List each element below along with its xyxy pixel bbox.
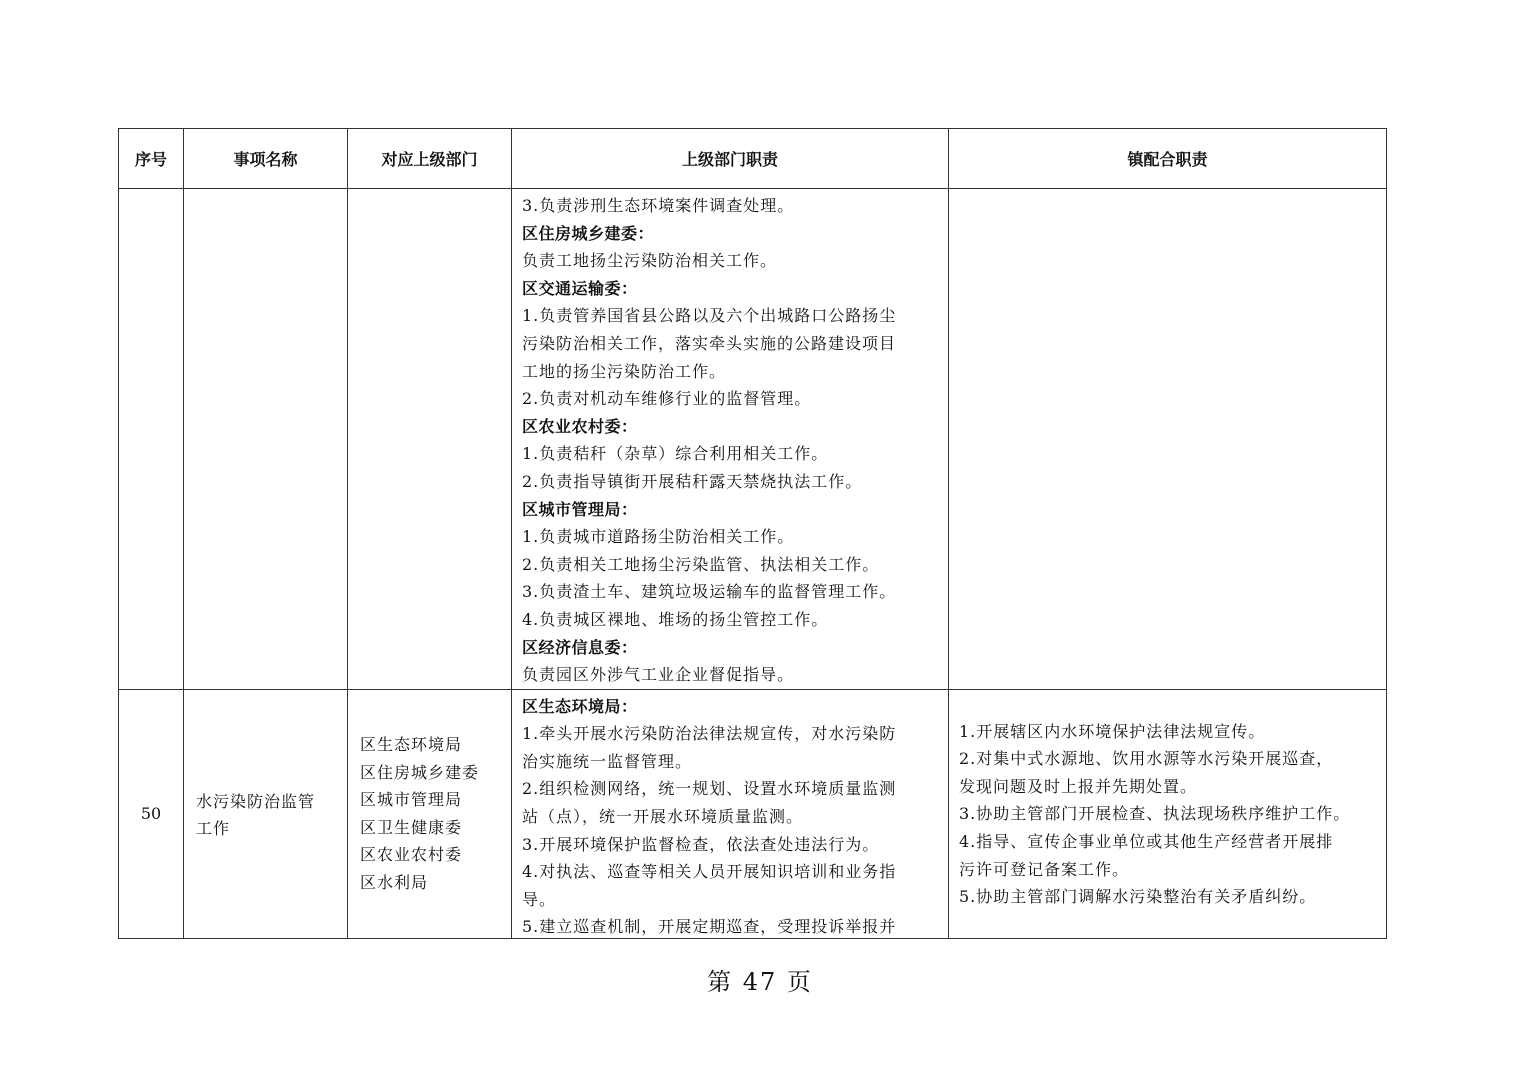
duty-line: 3.负责渣土车、建筑垃圾运输车的监督管理工作。 (522, 582, 897, 602)
duty-table (118, 128, 1387, 939)
header-seq: 序号 (119, 129, 184, 189)
duty-line: 1.负责城市道路扬尘防治相关工作。 (522, 527, 795, 547)
item-name-line: 水污染防治监管 (196, 791, 316, 811)
town-duty-cell (949, 189, 1387, 690)
duty-line: 2.组织检测网络，统一规划、设置水环境质量监测 (522, 779, 897, 799)
superior-duty-cell (512, 189, 949, 690)
dept-line: 区住房城乡建委 (360, 762, 480, 782)
dept-line: 区卫生健康委 (360, 817, 463, 837)
dept-heading: 区经济信息委： (522, 637, 638, 657)
header-row (119, 129, 1387, 189)
duty-line: 发现问题及时上报并先期处置。 (959, 776, 1198, 796)
duty-line: 1.开展辖区内水环境保护法律法规宣传。 (959, 721, 1266, 741)
duty-line: 1.负责管养国省县公路以及六个出城路口公路扬尘 (522, 306, 897, 326)
page-number: 第 47 页 (707, 968, 813, 996)
duty-line: 2.对集中式水源地、饮用水源等水污染开展巡查， (959, 749, 1334, 769)
duty-line: 导。 (522, 889, 557, 909)
dept-line: 区城市管理局 (360, 790, 463, 810)
duty-line: 5.协助主管部门调解水污染整治有关矛盾纠纷。 (959, 887, 1317, 907)
dept-heading: 区住房城乡建委： (522, 223, 655, 243)
header-superior-dept: 对应上级部门 (348, 129, 512, 189)
superior-duty-lines (512, 189, 948, 689)
item-name-cell (184, 189, 348, 690)
duty-line: 污染防治相关工作，落实牵头实施的公路建设项目 (522, 333, 897, 353)
dept-line: 区生态环境局 (360, 734, 463, 754)
duty-line: 工地的扬尘污染防治工作。 (522, 361, 727, 381)
header-town-duty: 镇配合职责 (949, 129, 1387, 189)
duty-line: 负责工地扬尘污染防治相关工作。 (522, 251, 778, 271)
dept-heading: 区交通运输委： (522, 278, 638, 298)
duty-line: 1.负责秸秆（杂草）综合利用相关工作。 (522, 444, 829, 464)
dept-line: 区农业农村委 (360, 845, 463, 865)
item-name-line: 工作 (196, 819, 231, 839)
dept-cell (348, 189, 512, 690)
seq-cell (119, 189, 184, 690)
dept-heading: 区城市管理局： (522, 499, 638, 519)
table-row-continued (119, 189, 1387, 690)
duty-line: 4.指导、宣传企事业单位或其他生产经营者开展排 (959, 832, 1334, 852)
town-duty-cell (949, 689, 1387, 938)
duty-line: 4.负责城区裸地、堆场的扬尘管控工作。 (522, 609, 829, 629)
duty-line: 3.开展环境保护监督检查，依法查处违法行为。 (522, 834, 880, 854)
town-duty-lines (949, 690, 1386, 911)
duty-line: 3.协助主管部门开展检查、执法现场秩序维护工作。 (959, 804, 1351, 824)
table-row-50 (119, 689, 1387, 938)
superior-duty-cell (512, 689, 949, 938)
duty-line: 污许可登记备案工作。 (959, 859, 1130, 879)
duty-line: 站（点），统一开展水环境质量监测。 (522, 807, 804, 827)
duty-line: 2.负责对机动车维修行业的监督管理。 (522, 389, 812, 409)
duty-line: 负责园区外涉气工业企业督促指导。 (522, 665, 795, 685)
duty-line: 2.负责指导镇街开展秸秆露天禁烧执法工作。 (522, 471, 863, 491)
dept-heading: 区农业农村委： (522, 416, 638, 436)
header-item-name: 事项名称 (184, 129, 348, 189)
duty-line: 5.建立巡查机制，开展定期巡查，受理投诉举报并 (522, 917, 897, 937)
dept-line: 区水利局 (360, 872, 429, 892)
duty-line: 3.负责涉刑生态环境案件调查处理。 (522, 196, 795, 215)
duty-line: 治实施统一监督管理。 (522, 751, 693, 771)
item-name-cell (184, 689, 348, 938)
seq-cell: 50 (119, 689, 184, 938)
duty-line: 2.负责相关工地扬尘污染监管、执法相关工作。 (522, 554, 880, 574)
duty-line: 4.对执法、巡查等相关人员开展知识培训和业务指 (522, 862, 897, 882)
duty-line: 1.牵头开展水污染防治法律法规宣传，对水污染防 (522, 724, 897, 744)
superior-duty-lines (512, 690, 948, 938)
dept-cell (348, 689, 512, 938)
header-superior-duty: 上级部门职责 (512, 129, 949, 189)
dept-heading: 区生态环境局： (522, 696, 638, 716)
